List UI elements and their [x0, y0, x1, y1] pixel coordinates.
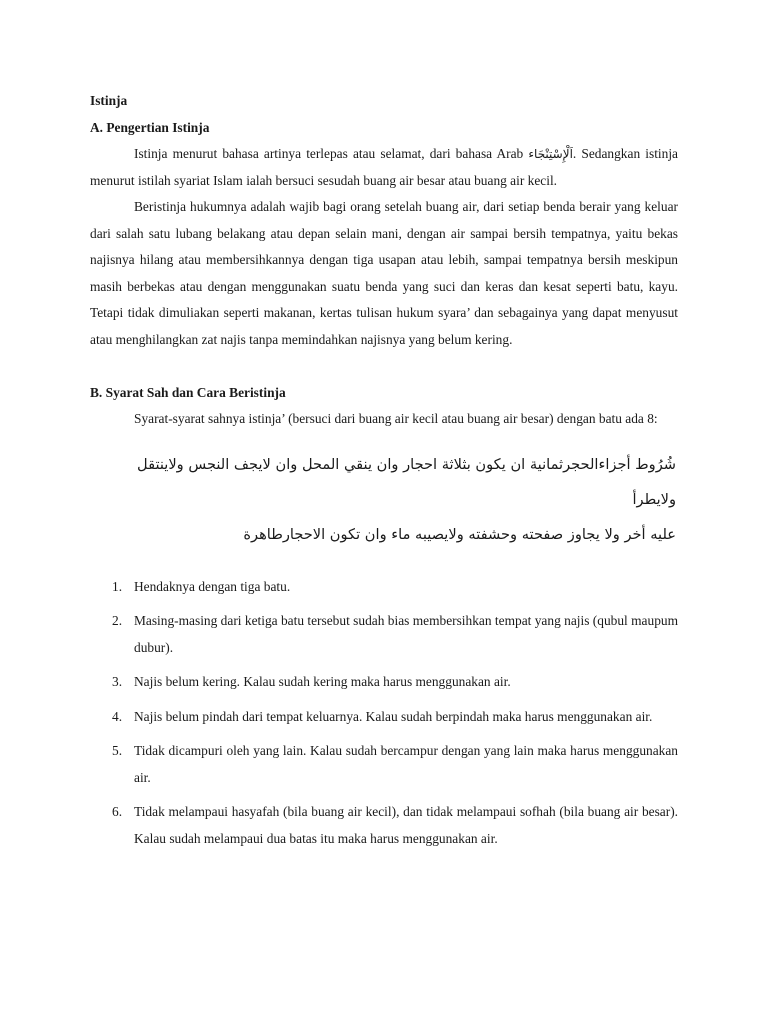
list-item: [90, 608, 678, 661]
document-page: [90, 88, 678, 860]
list-text: Hendaknya dengan tiga batu.: [134, 578, 291, 594]
list-text: Tidak dicampuri oleh yang lain. Kalau sudah bercampur dengan yang lain maka harus menggunakan air.: [134, 743, 678, 785]
arabic-term: اَلْإِسْتِنْجَاء: [528, 147, 573, 161]
list-item: [90, 738, 678, 791]
list-text: Najis belum pindah dari tempat keluarnya. Kalau sudah berpindah maka harus menggunakan air.: [134, 708, 653, 724]
list-number: 2.: [112, 613, 123, 628]
list-item: [90, 574, 678, 601]
document-title: Istinja: [90, 93, 128, 108]
section-b-intro: Syarat-syarat sahnya istinja’ (bersuci dari buang air kecil atau buang air besar) dengan batu ada 8:: [134, 411, 658, 426]
list-number: 4.: [112, 708, 123, 724]
list-number: 5.: [112, 743, 123, 758]
section-spacer: [90, 353, 678, 380]
list-text: Najis belum kering. Kalau sudah kering maka harus menggunakan air.: [134, 674, 511, 689]
para1-text: Istinja menurut bahasa artinya terlepas atau selamat, dari bahasa Arab: [134, 146, 529, 161]
requirements-list: [90, 574, 678, 853]
list-text: Tidak melampaui hasyafah (bila buang air kecil), dan tidak melampaui sofhah (bila buang air besar). Kalau sudah melampaui dua batas itu maka harus menggunakan air.: [134, 804, 678, 846]
para1-rest: . Sedangkan istinja menurut istilah syariat Islam ialah bersuci sesudah buang air besar atau buang air kecil.: [90, 146, 678, 188]
list-text: Masing-masing dari ketiga batu tersebut sudah bias membersihkan tempat yang najis (qubul maupum dubur).: [134, 613, 678, 655]
section-a-paragraph-2: Beristinja hukumnya adalah wajib bagi orang setelah buang air, dari setiap benda berair yang keluar dari salah satu lubang belakang atau depan selain mani, dengan air sampai bersih tempatnya, yaitu bekas najisnya hilang atau membersihkannya dengan tiga usapan atau lebih, sampai tempatnya bersih meskipun masih berbekas atau dengan menggunakan suatu benda yang suci dan keras dan kesat seperti batu, kayu. Tetapi tidak dimuliakan seperti makanan, kertas tulisan hukum syara’ dan sebagainya yang dapat menyusut atau menghilangkan zat najis tanpa memindahkan najisnya yang belum kering.: [90, 199, 678, 347]
section-a-paragraph-1: [90, 141, 678, 194]
arabic-quote: [90, 447, 678, 552]
section-a-heading: A. Pengertian Istinja: [90, 119, 210, 135]
arabic-line-2: عليه أخر ولا يجاوز صفحته وحشفته ولايصيبه ماء وان تكون الاحجارطاهرة: [243, 525, 676, 543]
list-number: 3.: [112, 674, 123, 689]
list-number: 1.: [112, 578, 123, 594]
list-item: [90, 704, 678, 731]
list-number: 6.: [112, 804, 123, 819]
list-item: [90, 669, 678, 696]
arabic-line-1: شُرُوط أجزاءالحجرثمانية ان يكون بثلاثة احجار وان ينقي المحل وان لايجف النجس ولاينتقل ولايطرأ: [137, 455, 676, 508]
section-b-heading: B. Syarat Sah dan Cara Beristinja: [90, 384, 286, 400]
list-item: [90, 799, 678, 852]
